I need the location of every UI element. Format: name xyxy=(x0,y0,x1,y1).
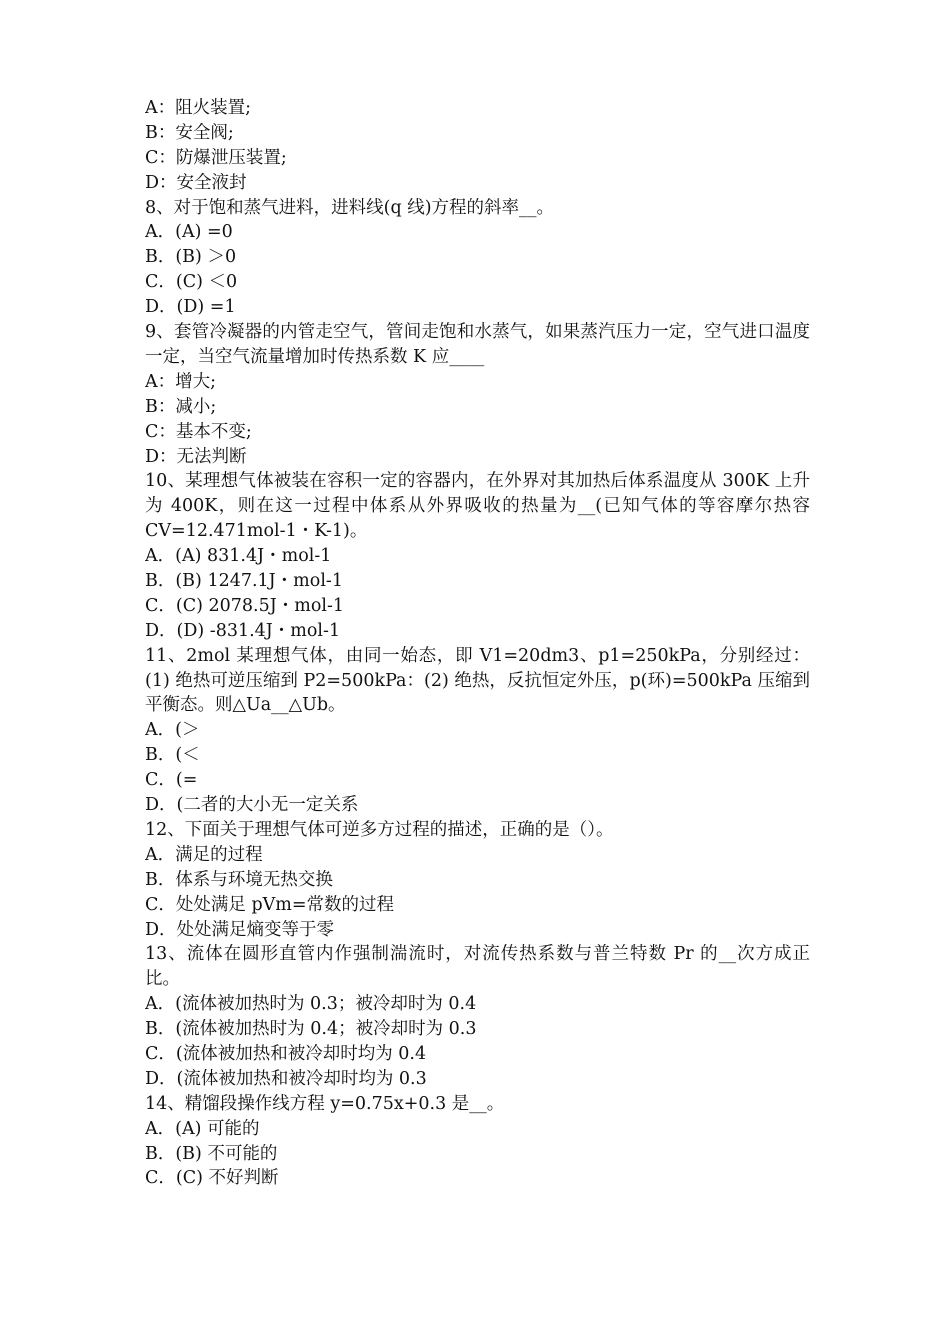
option-line: D．(D) =1 xyxy=(145,297,236,318)
option-line: D：无法判断 xyxy=(145,446,247,467)
option-line: C．(流体被加热和被冷却时均为 0.4 xyxy=(145,1044,427,1064)
option-line: D．(二者的大小无一定关系 xyxy=(145,795,359,816)
question-13: 13、流体在圆形直管内作强制湍流时，对流传热系数与普兰特数 Pr 的__次方成正比。 xyxy=(145,944,810,990)
question-11: 11、2mol 某理想气体，由同一始态，即 V1=20dm3、p1=250kPa，分别经过：(1) 绝热可逆压缩到 P2=500kPa：(2) 绝热，反抗恒定外压，p(环)=500kPa 压缩到平衡态。则△Ua__△Ub。 xyxy=(145,645,810,716)
option-line: B：减小; xyxy=(145,396,217,417)
option-line: A．(流体被加热时为 0.3；被冷却时为 0.4 xyxy=(145,994,477,1015)
option-line: C：基本不变; xyxy=(145,421,252,442)
document-page xyxy=(145,96,810,1191)
option-line: A：阻火装置; xyxy=(145,98,252,118)
question-14: 14、精馏段操作线方程 y=0.75x+0.3 是__。 xyxy=(145,1093,505,1114)
question-9: 9、套管冷凝器的内管走空气，管间走饱和水蒸气，如果蒸汽压力一定，空气进口温度一定，当空气流量增加时传热系数 K 应____ xyxy=(145,322,810,367)
option-line: C．(C) ＜0 xyxy=(145,272,238,293)
question-8: 8、对于饱和蒸气进料，进料线(q 线)方程的斜率__。 xyxy=(145,197,555,218)
option-line: D：安全液封 xyxy=(145,172,247,193)
option-line: B．(B) 1247.1J・mol-1 xyxy=(145,571,343,591)
option-line: A．满足的过程 xyxy=(145,844,263,865)
option-line: C．处处满足 pVm=常数的过程 xyxy=(145,894,395,915)
option-line: D．(流体被加热和被冷却时均为 0.3 xyxy=(145,1068,427,1089)
question-10: 10、某理想气体被装在容积一定的容器内，在外界对其加热后体系温度从 300K 上升为 400K，则在这一过程中体系从外界吸收的热量为__(已知气体的等容摩尔热容 CV=12.471mol-1・K-1)。 xyxy=(145,471,810,542)
option-line: B．(流体被加热时为 0.4；被冷却时为 0.3 xyxy=(145,1019,477,1040)
question-12: 12、下面关于理想气体可逆多方过程的描述，正确的是（）。 xyxy=(145,819,614,840)
option-line: A：增大; xyxy=(145,371,217,392)
option-line: D．(D) -831.4J・mol-1 xyxy=(145,620,341,641)
option-line: B．(＜ xyxy=(145,745,200,766)
option-line: C．(C) 不好判断 xyxy=(145,1168,279,1189)
option-line: B．(B) ＞0 xyxy=(145,247,237,268)
option-line: C．(C) 2078.5J・mol-1 xyxy=(145,595,345,616)
option-line: B：安全阀; xyxy=(145,122,234,143)
option-line: A．(A) 831.4J・mol-1 xyxy=(145,546,332,567)
option-line: C．(= xyxy=(145,770,198,791)
option-line: D．处处满足熵变等于零 xyxy=(145,919,335,940)
option-line: A．(＞ xyxy=(145,720,200,741)
option-line: A．(A) 可能的 xyxy=(145,1118,260,1139)
option-line: C：防爆泄压装置; xyxy=(145,147,287,168)
option-line: A．(A) =0 xyxy=(145,222,233,243)
option-line: B．体系与环境无热交换 xyxy=(145,869,333,890)
option-line: B．(B) 不可能的 xyxy=(145,1143,278,1164)
